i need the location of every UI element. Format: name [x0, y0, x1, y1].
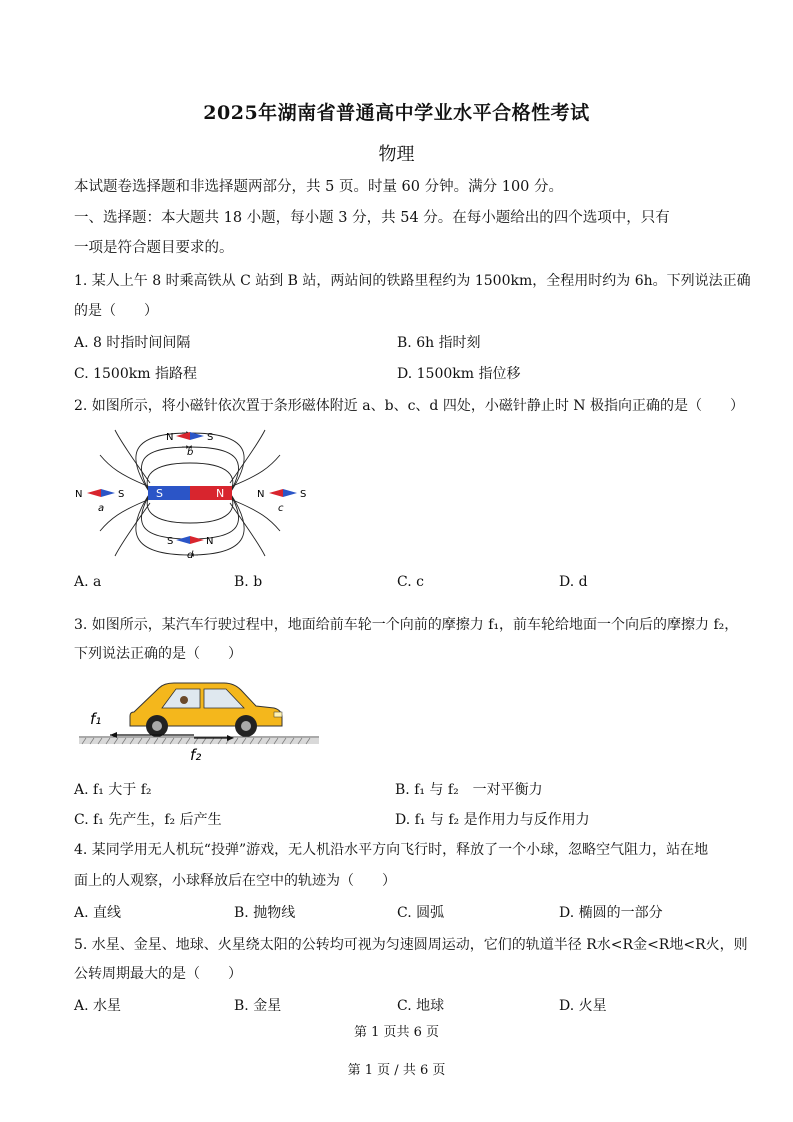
section-heading-line2: 一项是符合题目要求的。	[74, 240, 234, 256]
label-c: c	[278, 503, 284, 514]
q2-option-b[interactable]: B. b	[234, 574, 263, 590]
bar-magnet-north-half	[190, 486, 232, 500]
label-a: a	[98, 503, 105, 514]
q1-stem-line1: 1. 某人上午 8 时乘高铁从 C 站到 B 站，两站间的铁路里程约为 1500km，全程用时约为 6h。下列说法正确	[74, 273, 751, 289]
bar-magnet	[148, 486, 232, 500]
q4-option-b[interactable]: B. 抛物线	[234, 905, 296, 921]
q5-stem-line1: 5. 水星、金星、地球、火星绕太阳的公转均可视为匀速圆周运动，它们的轨道半径 R水<R金<R地<R火，则	[74, 937, 748, 953]
needle-c-left-label: N	[257, 489, 265, 500]
subject-title: 物理	[378, 144, 415, 165]
q5-option-a[interactable]: A. 水星	[74, 998, 122, 1014]
q1-option-b[interactable]: B. 6h 指时刻	[397, 335, 481, 351]
q3-option-a[interactable]: A. f₁ 大于 f₂	[74, 782, 152, 798]
q2-option-d[interactable]: D. d	[559, 574, 588, 590]
q3-option-b[interactable]: B. f₁ 与 f₂ 一对平衡力	[395, 782, 543, 798]
needle-c-right-label: S	[300, 489, 307, 500]
bar-magnet-n-label: N	[216, 487, 225, 500]
page-title: 2025年湖南省普通高中学业水平合格性考试	[203, 102, 590, 124]
page-footer: 第 1 页 / 共 6 页	[347, 1063, 446, 1078]
needle-a	[75, 489, 124, 514]
bar-magnet-s-label: S	[156, 487, 163, 500]
section-heading-line1: 一、选择题：本大题共 18 小题，每小题 3 分，共 54 分。在每小题给出的四个选项中，只有	[74, 210, 670, 226]
magnet-figure	[70, 425, 320, 570]
q4-stem-line1: 4. 某同学用无人机玩“投弹”游戏，无人机沿水平方向飞行时，释放了一个小球，忽略空气阻力，站在地	[74, 842, 709, 858]
label-b: b	[187, 447, 194, 458]
car	[130, 683, 282, 737]
needle-d-right-label: N	[206, 536, 214, 547]
label-d: d	[187, 550, 194, 561]
q4-option-a[interactable]: A. 直线	[74, 905, 122, 921]
q1-option-d[interactable]: D. 1500km 指位移	[397, 366, 521, 382]
q3-option-d[interactable]: D. f₁ 与 f₂ 是作用力与反作用力	[395, 812, 590, 828]
q5-option-d[interactable]: D. 火星	[559, 998, 607, 1014]
f2-label: f₂	[190, 746, 202, 764]
bar-magnet-south-half	[148, 486, 190, 500]
q1-option-a[interactable]: A. 8 时指时间间隔	[74, 335, 191, 351]
q3-stem-line1: 3. 如图所示，某汽车行驶过程中，地面给前车轮一个向前的摩擦力 f₁，前车轮给地面一个向后的摩擦力 f₂，	[74, 617, 739, 633]
q5-option-b[interactable]: B. 金星	[234, 998, 282, 1014]
q3-option-c[interactable]: C. f₁ 先产生，f₂ 后产生	[74, 812, 222, 828]
q4-stem-line2: 面上的人观察，小球释放后在空中的轨迹为（ ）	[74, 873, 396, 889]
q3-stem-line2: 下列说法正确的是（ ）	[74, 646, 242, 662]
needle-b-right-label: S	[207, 432, 214, 443]
q2-option-c[interactable]: C. c	[397, 574, 424, 590]
needle-c	[257, 489, 306, 514]
needle-d-left-label: S	[167, 536, 174, 547]
q2-option-a[interactable]: A. a	[74, 574, 102, 590]
q5-option-c[interactable]: C. 地球	[397, 998, 445, 1014]
q4-option-d[interactable]: D. 椭圆的一部分	[559, 905, 663, 921]
car-figure	[74, 674, 324, 774]
needle-b-left-label: N	[166, 432, 174, 443]
q5-stem-line2: 公转周期最大的是（ ）	[74, 966, 242, 982]
q1-option-c[interactable]: C. 1500km 指路程	[74, 366, 197, 382]
needle-a-left-label: N	[75, 489, 83, 500]
q4-option-c[interactable]: C. 圆弧	[397, 905, 445, 921]
needle-b	[166, 432, 213, 458]
needle-a-right-label: S	[118, 489, 125, 500]
inner-page-footer: 第 1 页共 6 页	[353, 1025, 440, 1040]
f1-label: f₁	[90, 710, 102, 728]
exam-intro: 本试题卷选择题和非选择题两部分，共 5 页。时量 60 分钟。满分 100 分。	[74, 179, 564, 195]
q2-stem: 2. 如图所示，将小磁针依次置于条形磁体附近 a、b、c、d 四处，小磁针静止时 N 极指向正确的是（ ）	[74, 398, 744, 414]
needle-d	[167, 536, 213, 561]
q1-stem-line2: 的是（ ）	[74, 303, 158, 319]
